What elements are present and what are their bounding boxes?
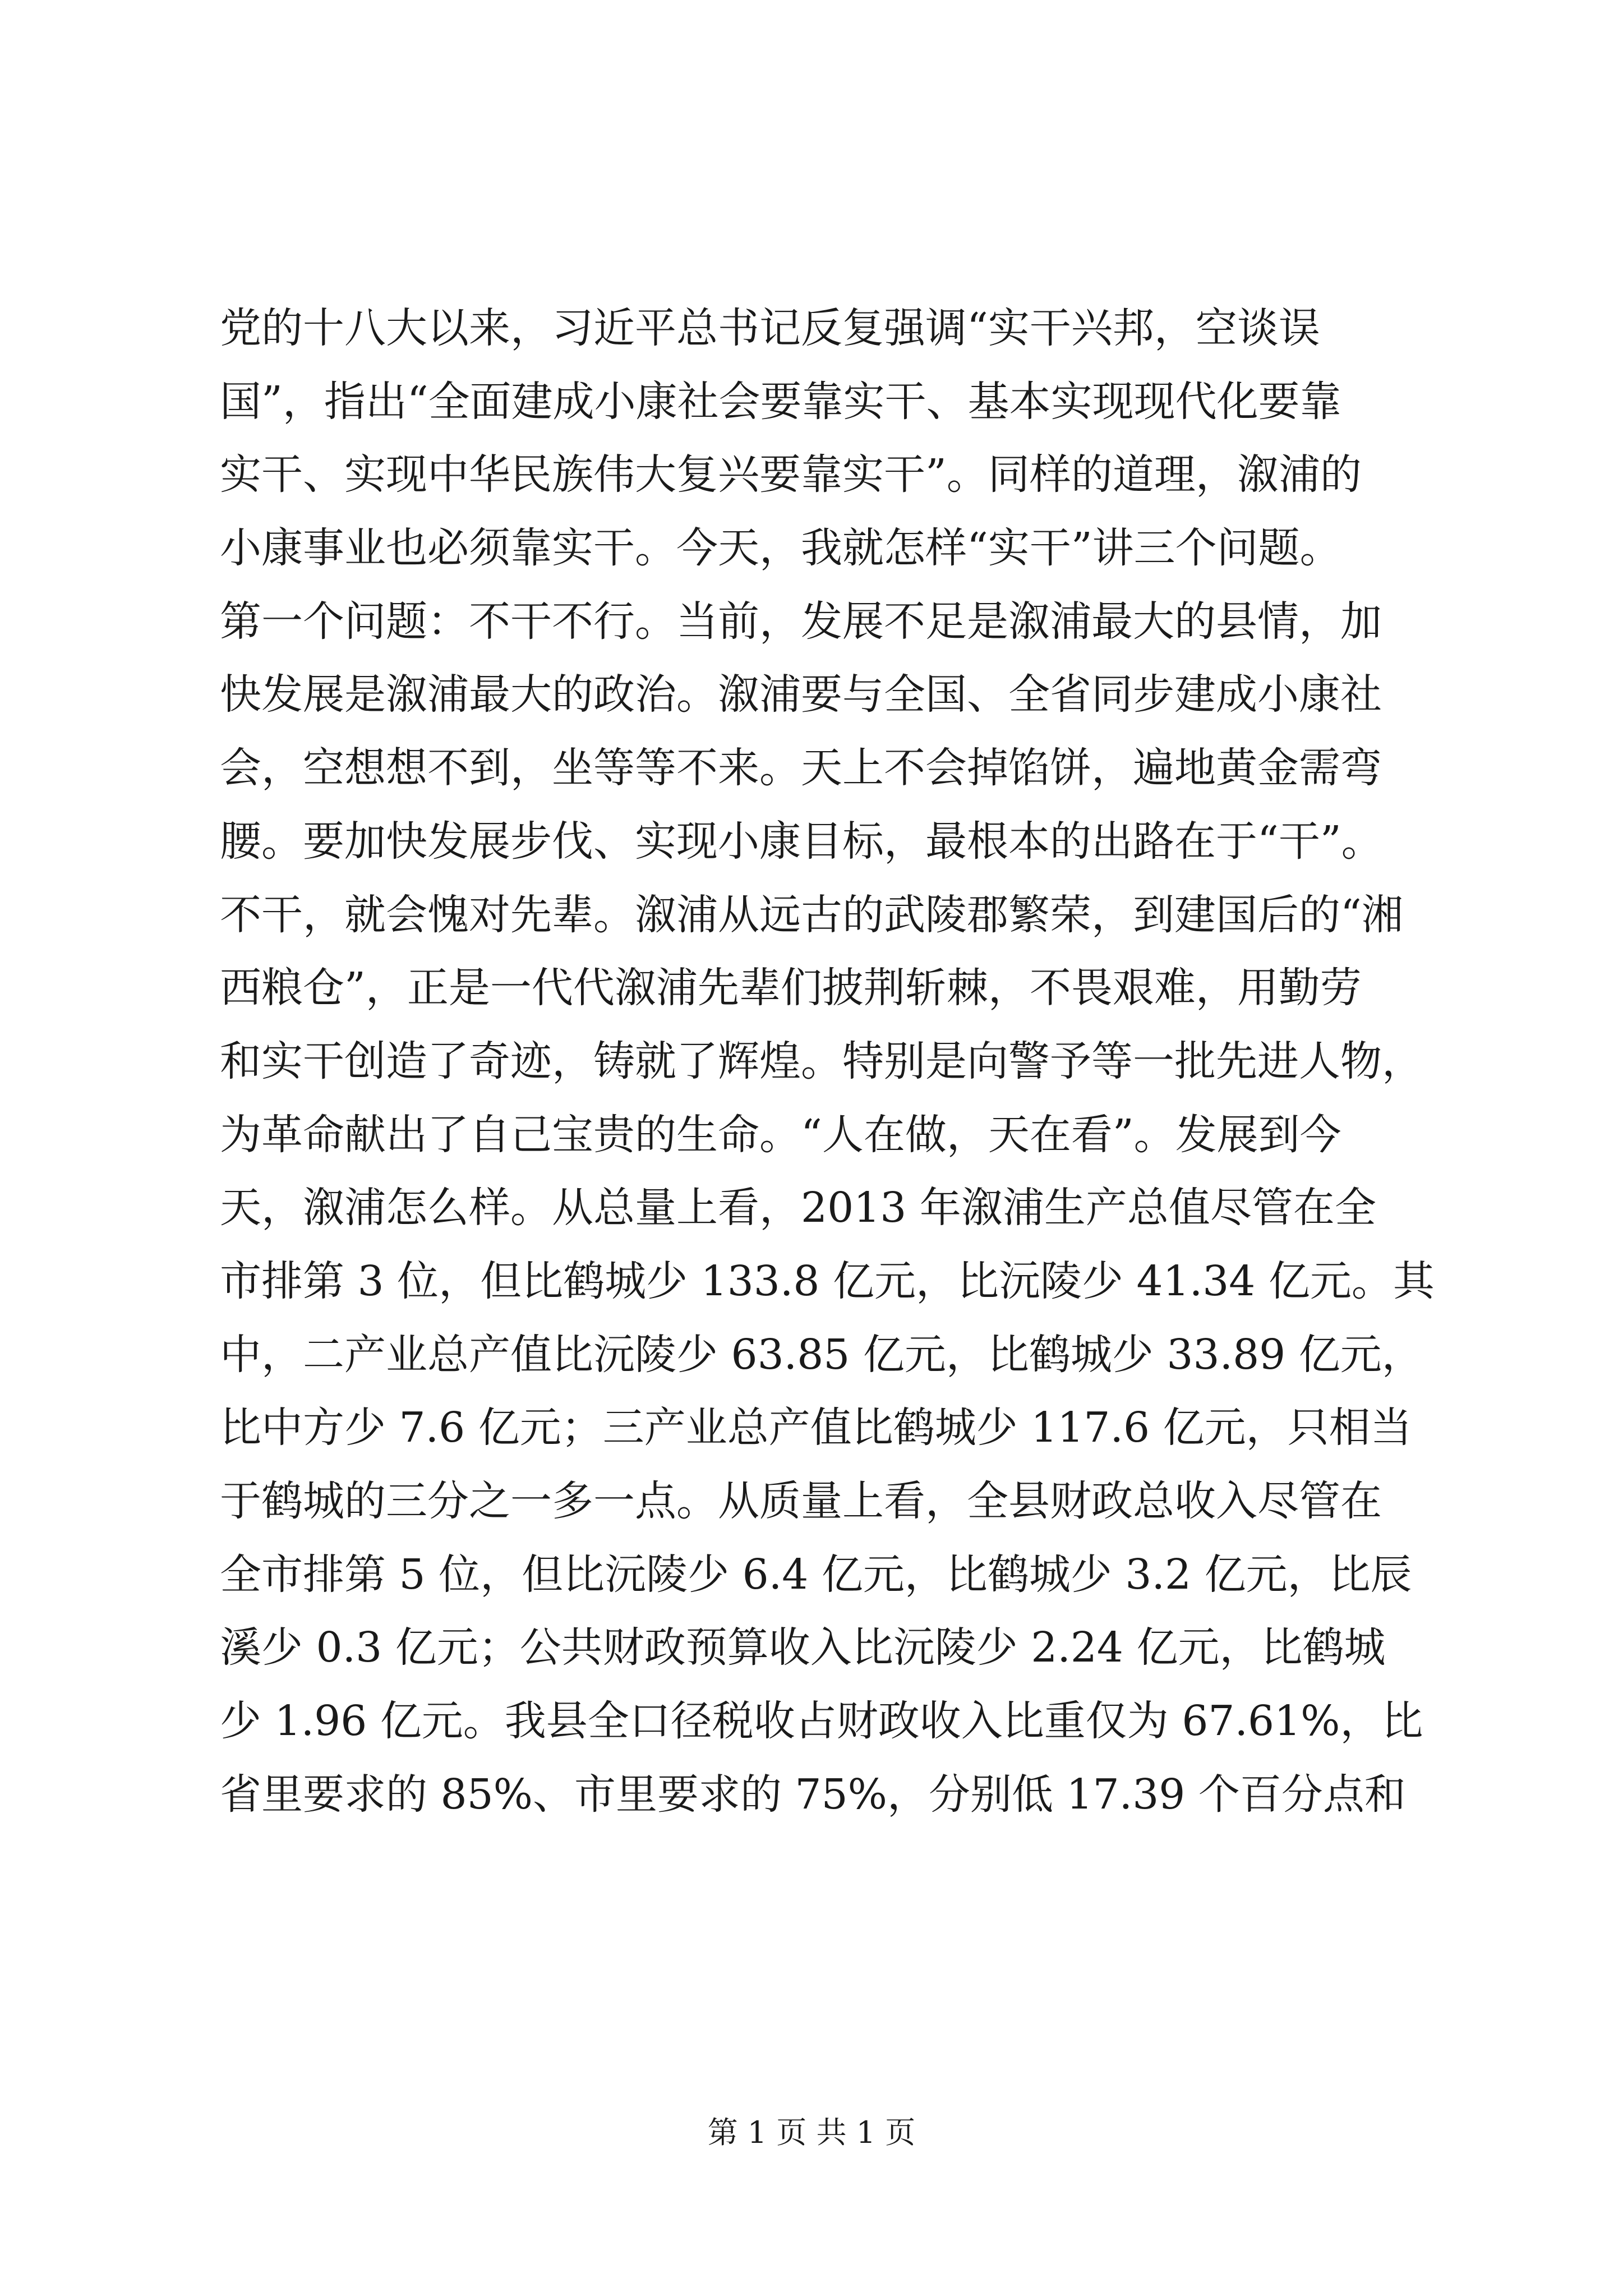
text-line: 不干，就会愧对先辈。溆浦从远古的武陵郡繁荣，到建国后的“湘 [220, 890, 1403, 939]
text-line: 快发展是溆浦最大的政治。溆浦要与全国、全省同步建成小康社 [220, 670, 1382, 719]
text-line: 天，溆浦怎么样。从总量上看，2013 年溆浦生产总值尽管在全 [220, 1184, 1376, 1232]
text-line: 和实干创造了奇迹，铸就了辉煌。特别是向警予等一批先进人物， [220, 1037, 1423, 1085]
text-line: 实干、实现中华民族伟大复兴要靠实干”。同样的道理，溆浦的 [220, 450, 1362, 499]
text-line: 腰。要加快发展步伐、实现小康目标，最根本的出路在于“干”。 [220, 817, 1383, 866]
text-line: 国”，指出“全面建成小康社会要靠实干、基本实现现代化要靠 [220, 377, 1341, 426]
text-line: 小康事业也必须靠实干。今天，我就怎样“实干”讲三个问题。 [220, 524, 1341, 573]
text-line: 于鹤城的三分之一多一点。从质量上看，全县财政总收入尽管在 [220, 1477, 1382, 1525]
text-line: 少 1.96 亿元。我县全口径税收占财政收入比重仅为 67.61%，比 [220, 1697, 1423, 1746]
text-line: 溪少 0.3 亿元；公共财政预算收入比沅陵少 2.24 亿元，比鹤城 [220, 1623, 1386, 1672]
text-line: 第一个问题：不干不行。当前，发展不足是溆浦最大的县情，加 [220, 597, 1382, 646]
text-line: 党的十八大以来，习近平总书记反复强调“实干兴邦，空谈误 [220, 304, 1320, 352]
text-line: 比中方少 7.6 亿元；三产业总产值比鹤城少 117.6 亿元，只相当 [220, 1404, 1412, 1452]
text-line: 省里要求的 85%、市里要求的 75%，分别低 17.39 个百分点和 [220, 1770, 1406, 1819]
text-line: 西粮仓”，正是一代代溆浦先辈们披荆斩棘，不畏艰难，用勤劳 [220, 964, 1362, 1013]
body-text [220, 292, 1435, 1831]
text-line: 会，空想想不到，坐等等不来。天上不会掉馅饼，遍地黄金需弯 [220, 744, 1382, 793]
text-line: 全市排第 5 位，但比沅陵少 6.4 亿元，比鹤城少 3.2 亿元，比辰 [220, 1550, 1412, 1599]
page-footer [0, 2115, 1623, 2151]
text-line: 市排第 3 位，但比鹤城少 133.8 亿元，比沅陵少 41.34 亿元。其 [220, 1257, 1435, 1305]
text-line: 中，二产业总产值比沅陵少 63.85 亿元，比鹤城少 33.89 亿元， [220, 1330, 1423, 1379]
page-number-label: 第 1 页 共 1 页 [707, 2115, 916, 2150]
text-line: 为革命献出了自己宝贵的生命。“人在做，天在看”。发展到今 [220, 1110, 1341, 1159]
